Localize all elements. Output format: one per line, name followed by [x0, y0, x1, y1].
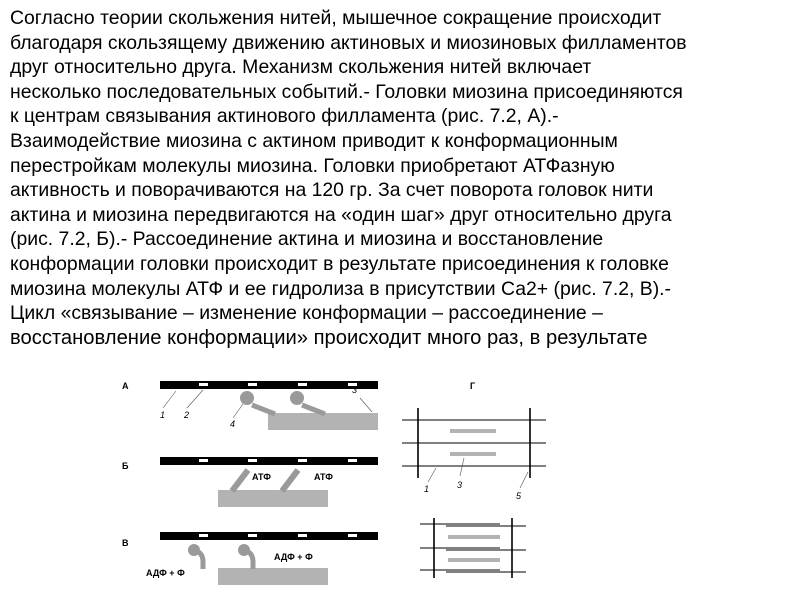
number-label: 3 [352, 385, 358, 395]
binding-site [298, 534, 307, 537]
myosin-head [290, 391, 304, 405]
atp-label: АТФ [314, 472, 333, 482]
thick-filament [450, 429, 496, 433]
myosin-filament [218, 568, 328, 585]
binding-site [199, 534, 208, 537]
binding-site [199, 383, 208, 386]
leader-line [460, 458, 464, 476]
text-line: Взаимодействие миозина с актином приводит к конформационным [10, 129, 618, 152]
binding-site [298, 383, 307, 386]
text-line: (рис. 7.2, Б).- Рассоединение актина и миозина и восстановление [10, 228, 604, 251]
actin-filament [160, 381, 378, 389]
panel-b [122, 457, 378, 507]
myosin-neck [252, 405, 275, 414]
leader-line [428, 468, 436, 482]
myosin-head [240, 391, 254, 405]
panel-a [122, 381, 378, 430]
binding-site [348, 459, 357, 462]
panel-g-label: Г [470, 381, 476, 391]
text-line: друг относительно друга. Механизм скольжения нитей включает [10, 56, 592, 79]
text-line: перестройкам молекулы миозина. Головки приобретают АТФазную [10, 154, 615, 177]
leader-line [187, 390, 203, 408]
number-label: 2 [184, 410, 190, 420]
binding-site [348, 534, 357, 537]
actin-filament [160, 532, 378, 540]
myosin-head [238, 544, 250, 556]
text-line: активность и поворачиваются на 120 гр. За счет поворота головок нити [10, 179, 654, 202]
number-label: 1 [424, 484, 430, 494]
thick-filament [448, 535, 500, 539]
panel-g [402, 381, 546, 578]
atp-label: АТФ [252, 472, 271, 482]
text-line: благодаря скользящему движению актиновых и миозиновых филламентов [10, 31, 687, 54]
myosin-head [232, 470, 248, 491]
text-line: актина и миозина передвигаются на «один шаг» друг относительно друга [10, 203, 672, 226]
number-label: 4 [230, 419, 236, 429]
panel-v-label: В [122, 538, 129, 548]
leader-line [520, 472, 528, 488]
panel-v [122, 532, 378, 585]
myosin-head [188, 544, 200, 556]
binding-site [199, 459, 208, 462]
myosin-head [282, 470, 298, 491]
binding-site [248, 534, 257, 537]
number-label: 1 [160, 410, 166, 420]
panel-b-label: Б [122, 461, 129, 471]
leader-line [163, 391, 176, 408]
myosin-neck [302, 405, 325, 414]
adp-label: АДФ + Ф [274, 552, 313, 562]
number-label: 3 [457, 480, 463, 490]
text-line: Согласно теории скольжения нитей, мышечное сокращение происходит [10, 7, 662, 29]
text-line: Цикл «связывание – изменение конформации – рассоединение – [10, 302, 603, 325]
panel-a-label: А [122, 381, 129, 391]
text-line: несколько последовательных событий.- Головки миозина присоединяются [10, 80, 683, 103]
text-line: конформации головки происходит в результате присоединения к головке [10, 252, 669, 275]
text-line: миозина молекулы АТФ и ее гидролиза в присутствии Са2+ (рис. 7.2, В).- [10, 277, 672, 300]
binding-site [248, 459, 257, 462]
text-line: восстановление конформации» происходит много раз, в результате [10, 326, 648, 349]
leader-line [233, 404, 243, 418]
adp-label: АДФ + Ф [146, 568, 185, 578]
binding-site [248, 383, 257, 386]
thick-filament [448, 558, 500, 562]
binding-site [298, 459, 307, 462]
leader-line [360, 398, 372, 412]
number-label: 5 [516, 491, 522, 501]
actin-filament [160, 457, 378, 465]
thick-filament [450, 452, 496, 456]
text-line: к центрам связывания актинового филламента (рис. 7.2, А).- [10, 105, 559, 128]
